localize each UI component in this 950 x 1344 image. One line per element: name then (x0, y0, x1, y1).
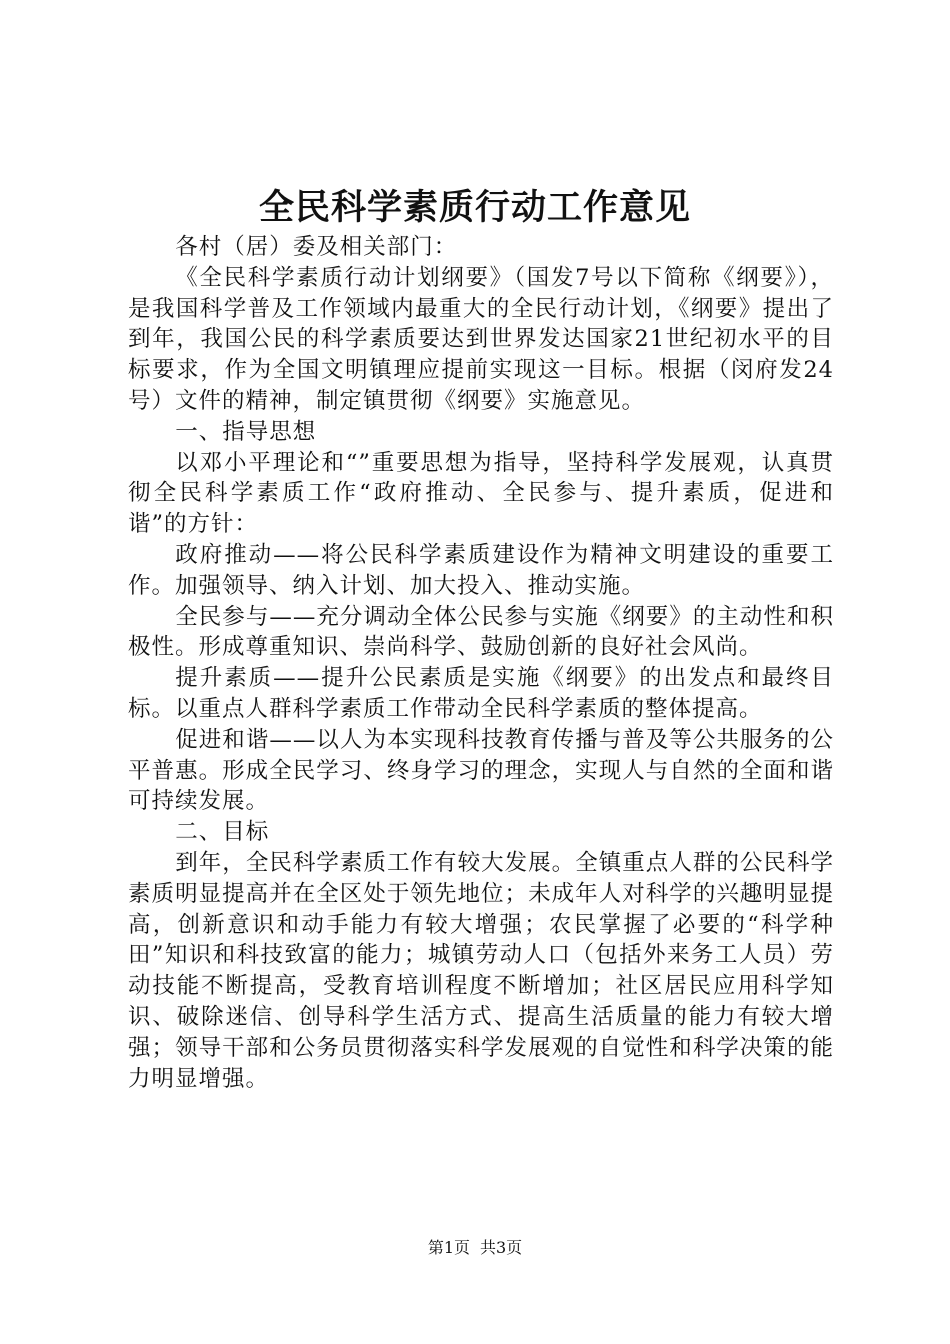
body-paragraph: 全民参与——充分调动全体公民参与实施《纲要》的主动性和积极性。形成尊重知识、崇尚科学、鼓励创新的良好社会风尚。 (128, 603, 834, 661)
page-footer (0, 1237, 950, 1259)
page-number: 第1页 (427, 1238, 470, 1257)
section-heading-goals: 二、目标 (175, 819, 270, 846)
body-paragraph: 提升素质——提升公民素质是实施《纲要》的出发点和最终目标。以重点人群科学素质工作带动全民科学素质的整体提高。 (128, 665, 834, 722)
body-paragraph: 到年，全民科学素质工作有较大发展。全镇重点人群的公民科学素质明显提高并在全区处于领先地位；未成年人对科学的兴趣明显提高，创新意识和动手能力有较大增强；农民掌握了必要的“科学种田”知识和科技致富的能力；城镇劳动人口（包括外来务工人员）劳动技能不断提高，受教育培训程度不断增加；社区居民应用科学知识、破除迷信、创导科学生活方式、提高生活质量的能力有较大增强；领导干部和公务员贯彻落实科学发展观的自觉性和科学决策的能力明显增强。 (128, 849, 834, 1092)
document-body (128, 232, 834, 1094)
body-paragraph: 以邓小平理论和“”重要思想为指导，坚持科学发展观，认真贯彻全民科学素质工作“政府推动、全民参与、提升素质，促进和谐”的方针： (128, 449, 834, 538)
page-total: 共3页 (480, 1238, 523, 1257)
body-paragraph: 政府推动——将公民科学素质建设作为精神文明建设的重要工作。加强领导、纳入计划、加大投入、推动实施。 (128, 541, 834, 599)
document-title: 全民科学素质行动工作意见 (258, 187, 691, 228)
salutation: 各村（居）委及相关部门： (175, 234, 458, 260)
section-heading-guiding-ideology: 一、指导思想 (175, 418, 317, 445)
intro-paragraph: 《全民科学素质行动计划纲要》（国发7号以下简称《纲要》），是我国科学普及工作领域内最重大的全民行动计划，《纲要》提出了到年，我国公民的科学素质要达到世界发达国家21世纪初水平的目标要求，作为全国文明镇理应提前实现这一目标。根据（闵府发24号）文件的精神，制定镇贯彻《纲要》实施意见。 (128, 264, 834, 414)
body-paragraph: 促进和谐——以人为本实现科技教育传播与普及等公共服务的公平普惠。形成全民学习、终身学习的理念，实现人与自然的全面和谐可持续发展。 (128, 726, 834, 815)
